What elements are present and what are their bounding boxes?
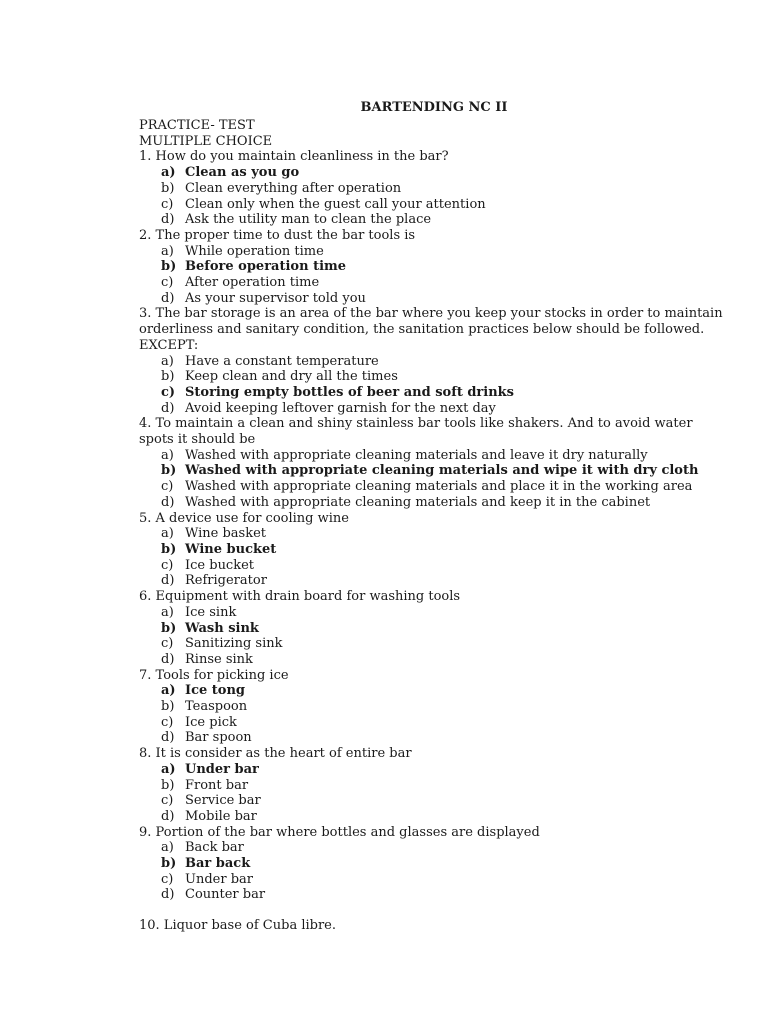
- option-text: Back bar: [185, 840, 244, 856]
- option-letter: b): [161, 369, 175, 385]
- option-text: Ice sink: [185, 604, 237, 620]
- option-text: Bar back: [185, 856, 251, 872]
- option-text: Ice tong: [185, 683, 246, 699]
- answer-option: [139, 369, 729, 385]
- answer-option: [139, 778, 729, 794]
- option-letter: b): [161, 180, 175, 196]
- option-letter: c): [161, 479, 174, 495]
- answer-option: [139, 699, 729, 715]
- option-letter: b): [161, 620, 177, 636]
- option-letter: b): [161, 699, 175, 715]
- option-letter: c): [161, 714, 174, 730]
- question-list: [139, 149, 729, 933]
- answer-option: [139, 354, 729, 370]
- answer-option-correct: [139, 856, 729, 872]
- option-letter: a): [161, 243, 174, 259]
- answer-option-correct: [139, 762, 729, 778]
- spacer: [139, 903, 729, 918]
- option-text: Service bar: [185, 793, 261, 809]
- option-text: Clean everything after operation: [185, 180, 402, 196]
- option-letter: d): [161, 887, 175, 903]
- option-text: Washed with appropriate cleaning materials and leave it dry naturally: [185, 447, 648, 463]
- option-letter: b): [161, 541, 177, 557]
- document-body: [139, 118, 729, 934]
- option-text: Sanitizing sink: [185, 636, 283, 652]
- answer-option: [139, 479, 729, 495]
- question-text: 5. A device use for cooling wine: [139, 510, 349, 526]
- answer-option: [139, 652, 729, 668]
- option-letter: a): [161, 526, 174, 542]
- answer-option: [139, 605, 729, 621]
- option-letter: a): [161, 165, 176, 181]
- option-letter: a): [161, 447, 174, 463]
- answer-option: [139, 809, 729, 825]
- question-text: 7. Tools for picking ice: [139, 667, 289, 683]
- answer-option: [139, 872, 729, 888]
- option-text: Keep clean and dry all the times: [185, 369, 398, 385]
- option-letter: c): [161, 871, 174, 887]
- answer-option: [139, 573, 729, 589]
- option-letter: c): [161, 275, 174, 291]
- answer-option-correct: [139, 463, 729, 479]
- answer-option-correct: [139, 165, 729, 181]
- option-text: Washed with appropriate cleaning materials and keep it in the cabinet: [185, 494, 651, 510]
- option-text: Before operation time: [185, 259, 347, 275]
- option-letter: d): [161, 400, 175, 416]
- answer-option: [139, 730, 729, 746]
- option-text: Refrigerator: [185, 573, 267, 589]
- option-letter: a): [161, 761, 176, 777]
- answer-option-correct: [139, 385, 729, 401]
- answer-option: [139, 558, 729, 574]
- option-letter: d): [161, 212, 175, 228]
- answer-option: [139, 212, 729, 228]
- answer-option: [139, 636, 729, 652]
- option-text: Clean only when the guest call your attention: [185, 196, 486, 212]
- answer-option: [139, 840, 729, 856]
- answer-option: [139, 275, 729, 291]
- question-text: 6. Equipment with drain board for washing tools: [139, 589, 461, 605]
- option-letter: a): [161, 840, 174, 856]
- question-text: 8. It is consider as the heart of entire bar: [139, 746, 412, 762]
- option-letter: c): [161, 636, 174, 652]
- option-text: Bar spoon: [185, 730, 252, 746]
- option-text: Rinse sink: [185, 651, 253, 667]
- option-letter: d): [161, 290, 175, 306]
- option-text: Storing empty bottles of beer and soft drinks: [185, 384, 514, 400]
- option-letter: c): [161, 793, 174, 809]
- option-text: Ask the utility man to clean the place: [185, 212, 432, 228]
- question-text: 10. Liquor base of Cuba libre.: [139, 918, 337, 934]
- option-text: Avoid keeping leftover garnish for the next day: [185, 400, 496, 416]
- option-letter: b): [161, 856, 177, 872]
- option-letter: a): [161, 353, 174, 369]
- option-letter: b): [161, 259, 177, 275]
- answer-option: [139, 448, 729, 464]
- option-letter: b): [161, 777, 175, 793]
- question-text: 9. Portion of the bar where bottles and glasses are displayed: [139, 824, 540, 840]
- option-text: While operation time: [185, 243, 324, 259]
- answer-option-correct: [139, 683, 729, 699]
- answer-option: [139, 181, 729, 197]
- option-letter: c): [161, 196, 174, 212]
- option-text: Ice bucket: [185, 557, 255, 573]
- option-letter: a): [161, 604, 174, 620]
- option-text: Under bar: [185, 761, 259, 777]
- option-letter: d): [161, 573, 175, 589]
- option-text: Teaspoon: [185, 699, 248, 715]
- option-text: Ice pick: [185, 714, 237, 730]
- option-text: Counter bar: [185, 887, 266, 903]
- option-letter: d): [161, 808, 175, 824]
- answer-option: [139, 291, 729, 307]
- answer-option: [139, 401, 729, 417]
- answer-option: [139, 495, 729, 511]
- option-text: Have a constant temperature: [185, 353, 379, 369]
- option-text: Clean as you go: [185, 165, 300, 181]
- option-text: Wash sink: [185, 620, 259, 636]
- option-letter: b): [161, 463, 177, 479]
- subtitle-multiple-choice: MULTIPLE CHOICE: [139, 133, 273, 149]
- option-letter: d): [161, 651, 175, 667]
- option-text: Wine bucket: [185, 541, 277, 557]
- answer-option: [139, 715, 729, 731]
- option-text: Front bar: [185, 777, 249, 793]
- option-text: Washed with appropriate cleaning materials and wipe it with dry cloth: [185, 463, 699, 479]
- answer-option: [139, 793, 729, 809]
- question-text: 1. How do you maintain cleanliness in the bar?: [139, 149, 449, 165]
- document-title: BARTENDING NC II: [360, 100, 508, 115]
- answer-option: [139, 244, 729, 260]
- answer-option: [139, 526, 729, 542]
- option-letter: d): [161, 730, 175, 746]
- option-letter: c): [161, 557, 174, 573]
- option-text: Wine basket: [185, 526, 267, 542]
- option-text: Washed with appropriate cleaning materials and place it in the working area: [185, 479, 693, 495]
- option-text: Under bar: [185, 871, 253, 887]
- answer-option-correct: [139, 542, 729, 558]
- question-text: 2. The proper time to dust the bar tools is: [139, 227, 416, 243]
- option-letter: c): [161, 384, 176, 400]
- question-text: 3. The bar storage is an area of the bar where you keep your stocks in order to maintain orderliness and sanitary condition, the sanitation practices below should be followed. EXCEPT:: [139, 306, 723, 353]
- option-letter: a): [161, 683, 176, 699]
- answer-option: [139, 887, 729, 903]
- answer-option: [139, 197, 729, 213]
- answer-option-correct: [139, 621, 729, 637]
- option-letter: d): [161, 494, 175, 510]
- question-text: 4. To maintain a clean and shiny stainless bar tools like shakers. And to avoid water spots it should be: [139, 416, 693, 448]
- subtitle-practice-test: PRACTICE- TEST: [139, 118, 255, 133]
- answer-option-correct: [139, 259, 729, 275]
- option-text: Mobile bar: [185, 808, 257, 824]
- option-text: After operation time: [185, 275, 320, 291]
- option-text: As your supervisor told you: [185, 290, 366, 306]
